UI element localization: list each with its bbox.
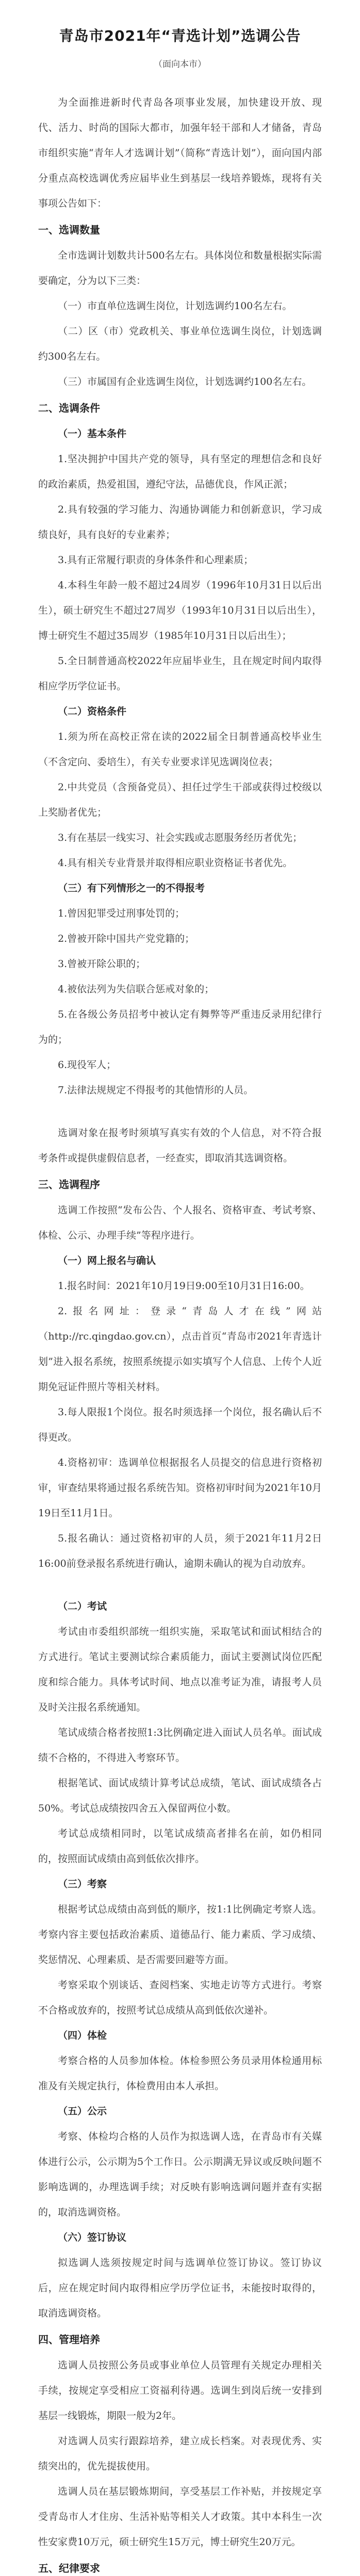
subsection-heading: （五）公示	[58, 2106, 107, 2117]
paragraph: 对选调人员实行跟踪培养，建立成长档案。对表现优秀、实绩突出的，优先提拔使用。	[38, 2435, 322, 2472]
spacer	[38, 1577, 322, 1594]
paragraph: 全市选调计划数共计500名左右。具体岗位和数量根据实际需要确定，分为以下三类：	[38, 250, 322, 286]
paragraph: 2.报名网址：登录“青岛人才在线”网站（http://rc.qingdao.gov.cn），点击首页“青岛市2021年青选计划”进入报名系统，按照系统提示如实填写个人信息、上传个人近期免冠证件照片等相关材料。	[38, 1306, 322, 1393]
paragraph: 3.每人限报1个岗位。报名时须选择一个岗位，报名确认后不得更改。	[38, 1406, 322, 1443]
paragraph: 6.现役军人；	[58, 1059, 117, 1071]
paragraph: 7.法律法规规定不得报考的其他情形的人员。	[58, 1084, 254, 1096]
subsection-heading: （二）考试	[58, 1601, 107, 1612]
section-heading: 四、管理培养	[38, 2333, 100, 2346]
paragraph: 2.具有较强的学习能力、沟通协调能力和创新意识，学习成绩良好，具有良好的专业素养；	[38, 504, 322, 540]
page-subtitle: （面向本市）	[154, 59, 206, 70]
paragraph: 4.资格初审：选调单位根据报名人员提交的信息进行资格初审，审查结果将通过报名系统告知。资格初审时间为2021年10月19日至11月1日。	[38, 1457, 322, 1519]
paragraph: 考试总成绩相同时，以笔试成绩高者排名在前，如仍相同的，按照面试成绩由高到低依次排序。	[38, 1828, 322, 1865]
paragraph: 考试由市委组织部统一组织实施，采取笔试和面试相结合的方式进行。笔试主要测试综合素质能力，面试主要测试岗位匹配度和综合能力。具体考试时间、地点以准考证为准，请报考人员及时关注报名系统通知。	[38, 1626, 322, 1713]
section-heading: 三、选调程序	[38, 1178, 100, 1191]
subsection-heading: （一）网上报名与确认	[58, 1255, 156, 1266]
paragraph: 3.具有正常履行职责的身体条件和心理素质；	[58, 554, 254, 566]
paragraph: 5.全日制普通高校2022年应届毕业生，且在规定时间内取得相应学历学位证书。	[38, 655, 322, 692]
paragraph: 考察合格的人员参加体检。体检参照公务员录用体检通用标准及有关规定执行，体检费用由本人承担。	[38, 2055, 322, 2092]
paragraph: （二）区（市）党政机关、事业单位选调生岗位，计划选调约300名左右。	[38, 326, 322, 362]
paragraph: 1.曾因犯罪受过刑事处罚的；	[58, 908, 185, 919]
paragraph: 选调对象在报考时须填写真实有效的个人信息，对不符合报考条件或提供虚假信息者，一经查实，即取消其选调资格。	[38, 1127, 322, 1164]
paragraph: 选调工作按照“发布公告、个人报名、资格审查、考试考察、体检、公示、办理手续”等程序进行。	[38, 1205, 322, 1241]
paragraph: 4.具有相关专业背景并取得相应职业资格证书者优先。	[58, 857, 293, 869]
paragraph: （三）市属国有企业选调生岗位，计划选调约100名左右。	[58, 376, 312, 387]
subsection-heading: （二）资格条件	[58, 706, 127, 717]
paragraph: 选调人员在基层锻炼期间，享受基层工作补贴，并按规定享受青岛市人才住房、生活补贴等相关人才政策。其中本科生一次性安家费10万元，硕士研究生15万元，博士研究生20万元。	[38, 2486, 322, 2548]
paragraph: 4.被依法列为失信联合惩戒对象的；	[58, 984, 215, 995]
paragraph: 2.中共党员（含预备党员）、担任过学生干部或获得过校级以上奖励者优先；	[38, 782, 322, 818]
paragraph: （一）市直单位选调生岗位，计划选调约100名左右。	[58, 300, 292, 312]
paragraph: 根据笔试、面试成绩计算考试总成绩，笔试、面试成绩各占50%。考试总成绩按四舍五入保留两位小数。	[38, 1777, 322, 1814]
paragraph: 5.报名确认：通过资格初审的人员，须于2021年11月2日16:00前登录报名系统进行确认，逾期未确认的视为自动放弃。	[38, 1533, 322, 1569]
paragraph: 3.曾被开除公职的；	[58, 958, 146, 970]
paragraph: 考察、体检均合格的人员作为拟选调人选，在青岛市有关媒体进行公示，公示期为5个工作日。公示期满无异议或反映问题不影响选调的，办理选调手续；对反映有影响选调问题并查有实据的，取消选调资格。	[38, 2131, 322, 2218]
subsection-heading: （三）考察	[58, 1878, 107, 1890]
paragraph: 4.本科生年龄一般不超过24周岁（1996年10月31日以后出生），硕士研究生不超过27周岁（1993年10月31日以后出生），博士研究生不超过35周岁（1985年10月31日以后出生）；	[38, 580, 322, 641]
paragraph: 1.须为所在高校正常在读的2022届全日制普通高校毕业生（不含定向、委培生），有关专业要求详见选调岗位表；	[38, 731, 322, 768]
page-title: 青岛市2021年“青选计划”选调公告	[59, 27, 301, 44]
subsection-heading: （四）体检	[58, 2030, 107, 2041]
paragraph: 笔试成绩合格者按照1:3比例确定进入面试人员名单。面试成绩不合格的，不得进入考察环节。	[38, 1727, 322, 1764]
spacer	[38, 1103, 322, 1121]
paragraph: 考察采取个别谈话、查阅档案、实地走访等方式进行。考察不合格或放弃的，按照考试总成绩从高到低依次递补。	[38, 1979, 322, 2016]
paragraph: 为全面推进新时代青岛各项事业发展，加快建设开放、现代、活力、时尚的国际大都市，加强年轻干部和人才储备，青岛市组织实施“青年人才选调计划”（简称“青选计划”），面向国内部分重点高校选调优秀应届毕业生到基层一线培养锻炼，现将有关事项公告如下：	[38, 97, 322, 209]
paragraph: 根据考试总成绩由高到低的顺序，按1:1比例确定考察人选。考察内容主要包括政治素质、道德品行、能力素质、学习成绩、奖惩情况、心理素质、是否需要回避等方面。	[38, 1904, 322, 1965]
paragraph: 选调人员按照公务员或事业单位人员管理有关规定办理相关手续，按规定享受相应工资福利待遇。选调生到岗后统一安排到基层一线锻炼，期限一般为2年。	[38, 2360, 322, 2421]
section-heading: 二、选调条件	[38, 402, 100, 414]
paragraph: 5.在各级公务员招考中被认定有舞弊等严重违反录用纪律行为的；	[38, 1009, 322, 1045]
paragraph: 1.报名时间：2021年10月19日9:00至10月31日16:00。	[58, 1280, 310, 1292]
section-heading: 一、选调数量	[38, 224, 100, 236]
subsection-heading: （三）有下列情形之一的不得报考	[58, 883, 205, 894]
paragraph: 拟选调人选须按规定时间与选调单位签订协议。签订协议后，应在规定时间内取得相应学历学位证书，未能按时取得的，取消选调资格。	[38, 2257, 322, 2319]
paragraph: 1.坚决拥护中国共产党的领导，具有坚定的理想信念和良好的政治素质，热爱祖国，遵纪守法，品德优良，作风正派；	[38, 453, 322, 490]
paragraph: 3.有在基层一线实习、社会实践或志愿服务经历者优先；	[58, 832, 303, 843]
document-body	[38, 90, 322, 2576]
section-heading: 五、纪律要求	[38, 2562, 100, 2574]
paragraph: 2.曾被开除中国共产党党籍的；	[58, 933, 195, 944]
subsection-heading: （六）签订协议	[58, 2232, 127, 2243]
subsection-heading: （一）基本条件	[58, 428, 127, 439]
